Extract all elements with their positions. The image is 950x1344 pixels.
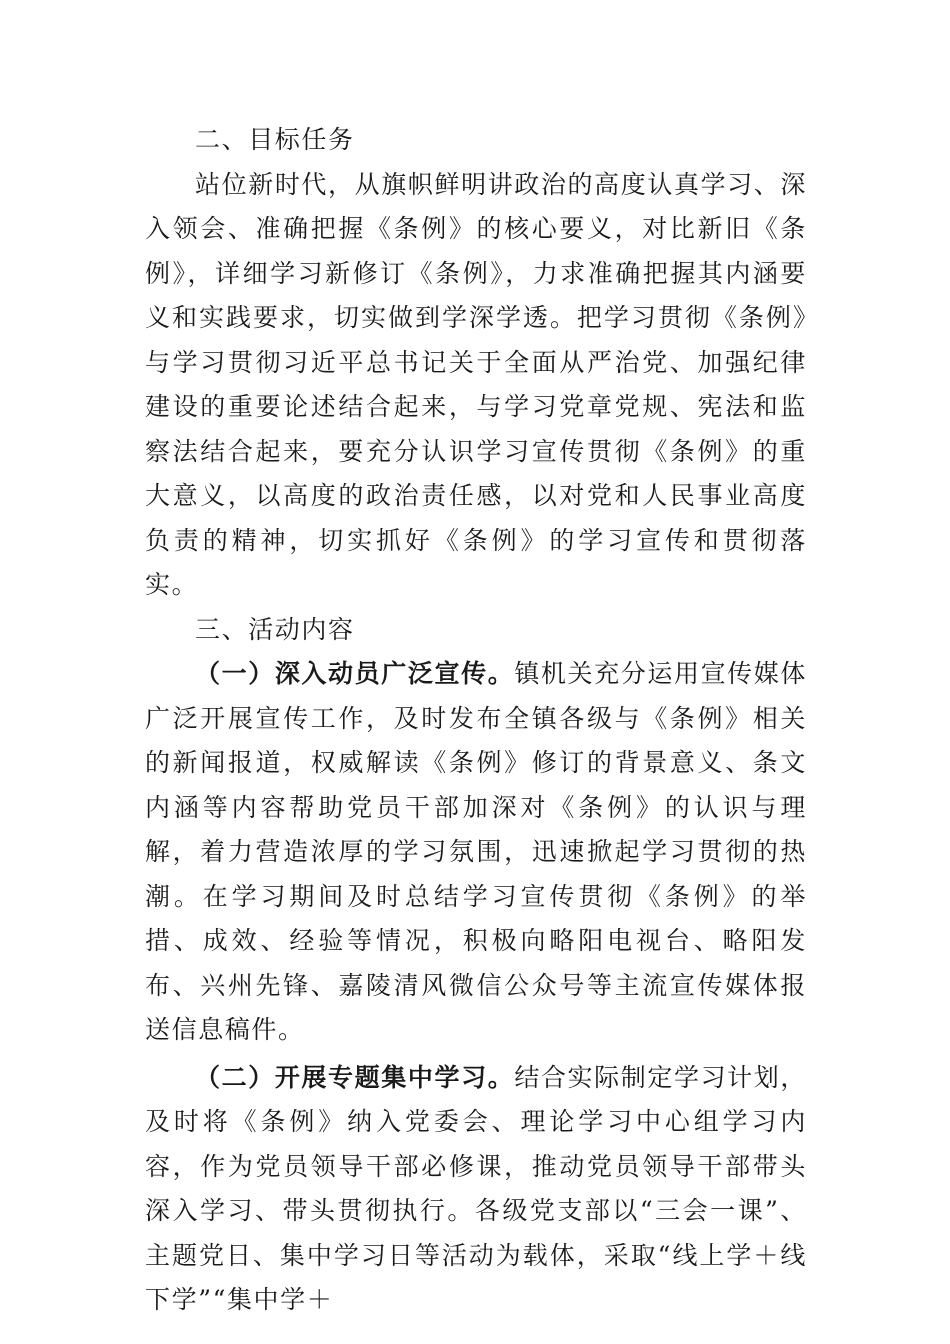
goals-paragraph: 站位新时代，从旗帜鲜明讲政治的高度认真学习、深入领会、准确把握《条例》的核心要义，对比新旧《条例》，详细学习新修订《条例》，力求准确把握其内涵要义和实践要求，切实做到学深学透。把学习贯彻《条例》与学习贯彻习近平总书记关于全面从严治党、加强纪律建设的重要论述结合起来，与学习党章党规、宪法和监察法结合起来，要充分认识学习宣传贯彻《条例》的重大意义，以高度的政治责任感，以对党和人民事业高度负责的精神，切实抓好《条例》的学习宣传和贯彻落实。 [145, 169, 807, 599]
activity-item-1 [145, 652, 807, 1053]
activity-item-2-lead: （二）开展专题集中学习。 [195, 1062, 515, 1092]
activity-item-2 [145, 1056, 807, 1323]
activity-item-2-body: 结合实际制定学习计划，及时将《条例》纳入党委会、理论学习中心组学习内容，作为党员领导干部必修课，推动党员领导干部带头深入学习、带头贯彻执行。各级党支部以“三会一课”、主题党日、集中学习日等活动为载体，采取“线上学＋线下学”“集中学＋ [145, 1062, 807, 1314]
document-body [145, 118, 807, 1323]
section-heading-activities: 三、活动内容 [195, 614, 355, 644]
activity-item-1-body: 镇机关充分运用宣传媒体广泛开展宣传工作，及时发布全镇各级与《条例》相关的新闻报道，权威解读《条例》修订的背景意义、条文内涵等内容帮助党员干部加深对《条例》的认识与理解，着力营造浓厚的学习氛围，迅速掀起学习贯彻的热潮。在学习期间及时总结学习宣传贯彻《条例》的举措、成效、经验等情况，积极向略阳电视台、略阳发布、兴州先锋、嘉陵清风微信公众号等主流宣传媒体报送信息稿件。 [145, 659, 807, 1044]
section-heading-goals: 二、目标任务 [195, 125, 355, 154]
activity-item-1-lead: （一）深入动员广泛宣传。 [195, 659, 515, 688]
